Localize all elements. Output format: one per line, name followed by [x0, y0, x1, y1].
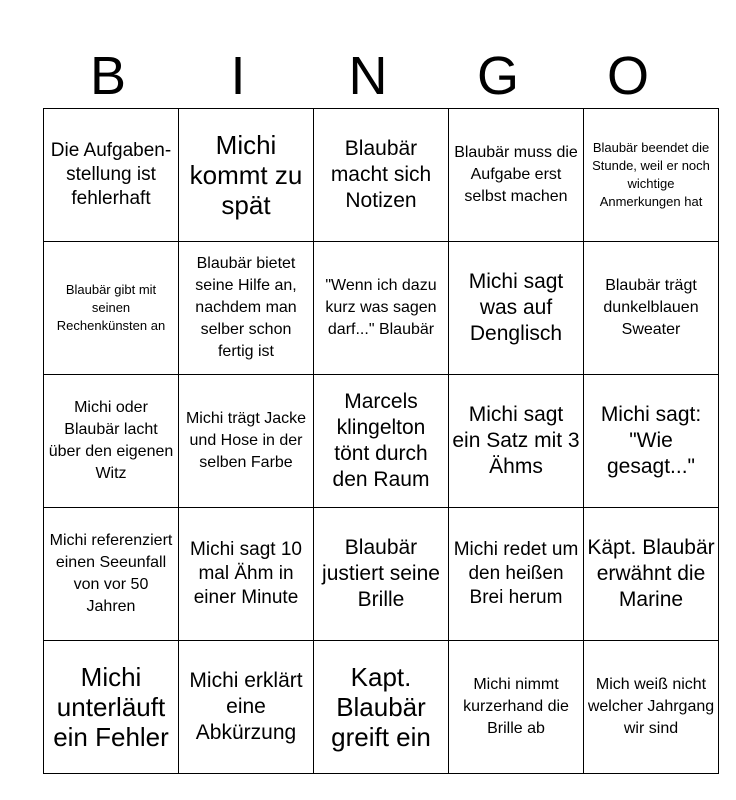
bingo-cell[interactable]: Blaubär bietet seine Hilfe an, nachdem man selber schon fertig ist — [179, 242, 314, 375]
bingo-cell[interactable]: Michi redet um den heißen Brei herum — [449, 508, 584, 641]
bingo-cell[interactable]: Michi erklärt eine Abkürzung — [179, 641, 314, 774]
bingo-cell[interactable]: Michi nimmt kurzerhand die Brille ab — [449, 641, 584, 774]
bingo-cell[interactable]: Michi sagt ein Satz mit 3 Ähms — [449, 375, 584, 508]
bingo-cell[interactable]: Kapt. Blaubär greift ein — [314, 641, 449, 774]
bingo-cell[interactable]: Käpt. Blaubär erwähnt die Marine — [584, 508, 719, 641]
grid-row — [44, 242, 719, 375]
bingo-cell[interactable]: Blaubär macht sich Notizen — [314, 109, 449, 242]
bingo-header — [43, 46, 693, 106]
bingo-cell[interactable]: Michi sagt 10 mal Ähm in einer Minute — [179, 508, 314, 641]
bingo-grid — [43, 108, 719, 774]
bingo-cell[interactable]: Blaubär trägt dunkelblauen Sweater — [584, 242, 719, 375]
bingo-cell[interactable]: Michi sagt: "Wie gesagt..." — [584, 375, 719, 508]
grid-row — [44, 375, 719, 508]
header-letter-n: N — [348, 46, 388, 106]
bingo-cell[interactable]: Die Aufgaben-stellung ist fehlerhaft — [44, 109, 179, 242]
grid-row — [44, 508, 719, 641]
header-letter-i: I — [230, 46, 246, 106]
bingo-cell[interactable]: Michi referenziert einen Seeunfall von vor 50 Jahren — [44, 508, 179, 641]
bingo-cell[interactable]: Michi unterläuft ein Fehler — [44, 641, 179, 774]
header-letter-b: B — [89, 46, 127, 106]
bingo-cell[interactable]: "Wenn ich dazu kurz was sagen darf..." Blaubär — [314, 242, 449, 375]
bingo-cell[interactable]: Blaubär justiert seine Brille — [314, 508, 449, 641]
grid-row — [44, 109, 719, 242]
bingo-cell[interactable]: Michi sagt was auf Denglisch — [449, 242, 584, 375]
header-letter-g: G — [476, 46, 519, 106]
bingo-cell[interactable]: Marcels klingelton tönt durch den Raum — [314, 375, 449, 508]
bingo-cell[interactable]: Blaubär muss die Aufgabe erst selbst machen — [449, 109, 584, 242]
grid-row — [44, 641, 719, 774]
bingo-cell[interactable]: Blaubär beendet die Stunde, weil er noch wichtige Anmerkungen hat — [584, 109, 719, 242]
bingo-cell[interactable]: Michi oder Blaubär lacht über den eigenen Witz — [44, 375, 179, 508]
bingo-cell[interactable]: Michi trägt Jacke und Hose in der selben Farbe — [179, 375, 314, 508]
header-letter-o: O — [606, 46, 649, 106]
bingo-cell[interactable]: Mich weiß nicht welcher Jahrgang wir sind — [584, 641, 719, 774]
bingo-cell[interactable]: Michi kommt zu spät — [179, 109, 314, 242]
bingo-cell[interactable]: Blaubär gibt mit seinen Rechenkünsten an — [44, 242, 179, 375]
